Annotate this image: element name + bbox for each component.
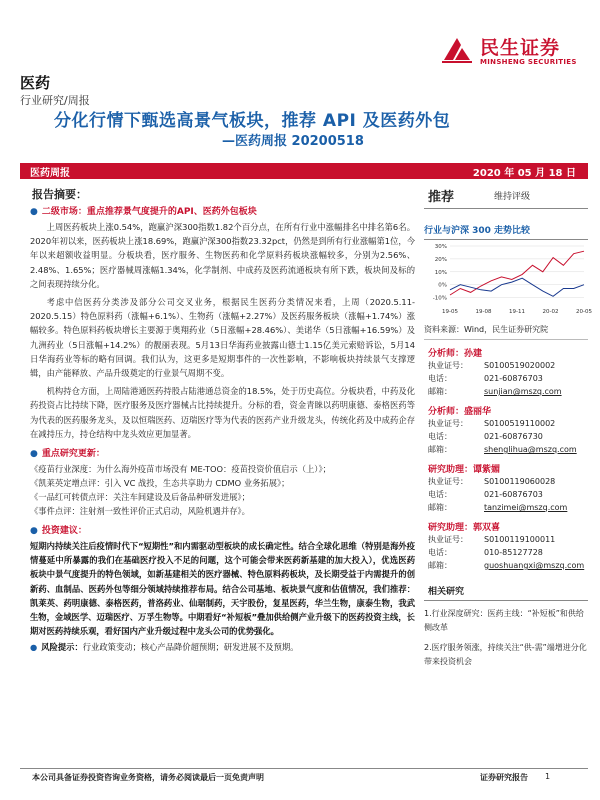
brand-logo — [440, 30, 580, 72]
brand-name-cn: 民生证券 — [480, 37, 561, 59]
bullet-icon: ● — [30, 449, 38, 460]
analyst-heading: 研究助理：郭双喜 — [428, 523, 501, 533]
report-subtitle: —医药周报 20200518 — [222, 134, 364, 149]
paragraph: 考虑中信医药分类涉及部分公司交叉业务，根据民生医药分类情况来看，上周（2020.5.11-2020.5.15）特色原料药（涨幅+6.1%）、生物药（涨幅+2.27%）及医药服务板块（涨幅+1.74%）涨幅较多。特色原料药板块增长主要源于奥翔药业（5日涨幅+28.46%）、美诺华（5日涨幅+16.59%）及九洲药业（5日涨幅+14.2%）的靓丽表现。5月13日华海药业披露山德士1.15亿美元索赔诉讼，5月14日华海药业等标的略有回调。我们认为，这更多是短期事件的一次性影响，不影响板块持续景气支撑逻辑，由产能释放、产品升级奠定的行业景气周期不变。 — [30, 297, 415, 379]
header-bar — [20, 163, 588, 179]
analyst-cert: 执业证号： S0100519020002 — [428, 361, 556, 370]
chart-source: 资料来源：Wind，民生证券研究院 — [424, 324, 588, 340]
x-tick-label: 19-05 — [442, 309, 458, 315]
bullet-icon: ● — [30, 207, 38, 217]
x-tick-label: 19-11 — [509, 309, 525, 315]
sector-label: 医药 — [20, 74, 51, 92]
article-item: 《凯莱英定增点评：引入 VC 战投，生态共享助力 CDMO 业务拓展》； — [30, 478, 290, 489]
section-heading: ● 投资建议： — [30, 526, 87, 537]
analyst-cert: 执业证号： S0100519110002 — [428, 419, 556, 428]
y-tick-label: -10% — [432, 295, 447, 302]
rating-box — [424, 186, 588, 209]
analyst-tel: 电话： 010-85127728 — [428, 548, 543, 557]
related-heading: 相关研究 — [424, 584, 588, 601]
analyst-heading: 分析师：盛丽华 — [428, 407, 492, 417]
sidebar — [424, 186, 592, 669]
related-item[interactable]: 2.医疗服务领涨，持续关注“供-需”端增进分化带来投资机会 — [424, 643, 587, 666]
trend-chart — [424, 240, 592, 318]
analyst-list — [424, 346, 588, 572]
minsheng-logo-icon — [440, 32, 474, 66]
summary-body — [30, 199, 415, 657]
bullet-icon: ● — [30, 526, 38, 537]
analyst-heading: 分析师：孙建 — [428, 349, 483, 359]
report-type: 行业研究/周报 — [20, 94, 90, 107]
bullet-icon: ● — [30, 642, 38, 653]
article-list — [30, 462, 415, 518]
related-item[interactable]: 1.行业深度研究：医药主线：“补短板”和供给侧改革 — [424, 609, 584, 632]
paragraph: 机构持仓方面，上周陆港通医药持股占陆港通总资金的18.5%，处于历史高位。分板块看，中药及化药投资占比持续下降，医疗服务及医疗器械占比持续提升。分标的看，资金青睐以药明康德、泰格医药等为代表的医药服务龙头，及以恒瑞医药、迈瑞医疗等为代表的医药产业升级龙头，传统化药及中成药企存在减持压力，持仓结构中龙头效应更加显著。 — [30, 386, 415, 439]
series-line — [450, 278, 584, 296]
analyst-mail[interactable]: 邮箱： shenglihua@mszq.com — [428, 445, 577, 454]
chart-title: 行业与沪深 300 走势比较 — [424, 223, 588, 240]
article-item: 《疫苗行业深度：为什么海外疫苗市场没有 ME-TOO：疫苗投资价值启示（上）》； — [30, 464, 331, 475]
y-tick-label: 10% — [434, 269, 447, 276]
analyst-cert: 执业证号： S0100119060028 — [428, 477, 556, 486]
paragraph: 上周医药板块上涨0.54%，跑赢沪深300指数1.82个百分点，在所有行业中涨幅排名中排名第6名。2020年初以来，医药板块上涨18.69%，跑赢沪深300指数23.32pct，仍然是到所有行业涨幅第1位，今年以来超额收益明显。分板块看，医疗服务、生物医药和化学原料药板块涨幅较多，分别为2.56%、2.48%、1.65%；医疗器械周涨幅1.34%，化学制剂、中成药及医药流通板块有所下跌，板块间及标的之间表现持续分化。 — [30, 222, 415, 289]
x-tick-label: 19-08 — [475, 309, 492, 315]
article-item: 《一品红可转债点评：关注车间建设及后备品种研发进展》； — [30, 492, 250, 503]
rating-sub: 维持评级 — [494, 192, 531, 202]
related-list — [424, 607, 588, 669]
page-number: 1 — [545, 772, 551, 781]
y-tick-label: 20% — [434, 256, 447, 263]
paragraph: 短期内持续关注后疫情时代下“短期性”和内需驱动型板块的成长确定性。结合全球化思维（特别是海外疫情蔓延中所暴露的我们在基础医疗投入不足的问题，这个可能会带来医药新基建的加大投入），优选医药板块中景气度提升的特色领域，如新基建相关的医疗器械、特色原料药板块，及长期受益于内需提升的创新药、血制品、医药外包等细分领域持续推荐布局。结合公司基地、板块景气度和估值情况，我们推荐：凯莱英、药明康德、泰格医药，普洛药业、仙琚制药，天宇股份，复星医药，华兰生物，康泰生物，我武生物，金域医学、迈瑞医疗、万孚生物等。中期看好“补短板”叠加供给侧产业升级下的医药投资主线，长期对医药持续乐观，看好国内产业升级过程中龙头公司的优势强化。 — [30, 541, 415, 637]
x-tick-label: 20-05 — [576, 309, 592, 315]
analyst-tel: 电话： 021-60876703 — [428, 490, 543, 499]
analyst-cert: 执业证号： S0100119100011 — [428, 535, 556, 544]
analyst-mail[interactable]: 邮箱： sunjian@mszq.com — [428, 387, 562, 396]
section-heading: ● 二级市场：重点推荐景气度提升的API、医药外包板块 — [30, 207, 257, 217]
rating: 推荐 — [428, 190, 455, 205]
risk-line: ● 风险提示：行业政策变动；核心产品降价超预期；研发进展不及预期。 — [30, 642, 299, 653]
brand-name-en: MINSHENG SECURITIES — [480, 58, 577, 66]
footer-divider — [20, 768, 588, 769]
footer-disclaimer: 本公司具备证券投资咨询业务资格，请务必阅读最后一页免责声明 — [32, 773, 264, 782]
report-date: 2020 年 05 月 18 日 — [472, 168, 576, 179]
report-title: 分化行情下甄选高景气板块，推荐 API 及医药外包 — [54, 111, 451, 131]
article-item: 《事件点评：注射剂一致性评价正式启动，风险机遇并存》。 — [30, 506, 250, 517]
section-heading: ● 重点研究更新： — [30, 449, 105, 460]
analyst-mail[interactable]: 邮箱： tanzimei@mszq.com — [428, 503, 568, 512]
footer-label: 证券研究报告 — [480, 773, 528, 782]
summary-heading: 报告摘要： — [32, 188, 87, 201]
y-tick-label: 0% — [438, 282, 447, 289]
analyst-heading: 研究助理：谭紫媚 — [428, 465, 501, 475]
x-tick-label: 20-02 — [542, 309, 559, 315]
analyst-mail[interactable]: 邮箱： guoshuangxi@mszq.com — [428, 561, 585, 570]
y-tick-label: 30% — [434, 244, 447, 250]
analyst-tel: 电话： 021-60876703 — [428, 374, 543, 383]
bar-label: 医药周报 — [30, 168, 70, 179]
analyst-tel: 电话： 021-60876730 — [428, 432, 543, 441]
